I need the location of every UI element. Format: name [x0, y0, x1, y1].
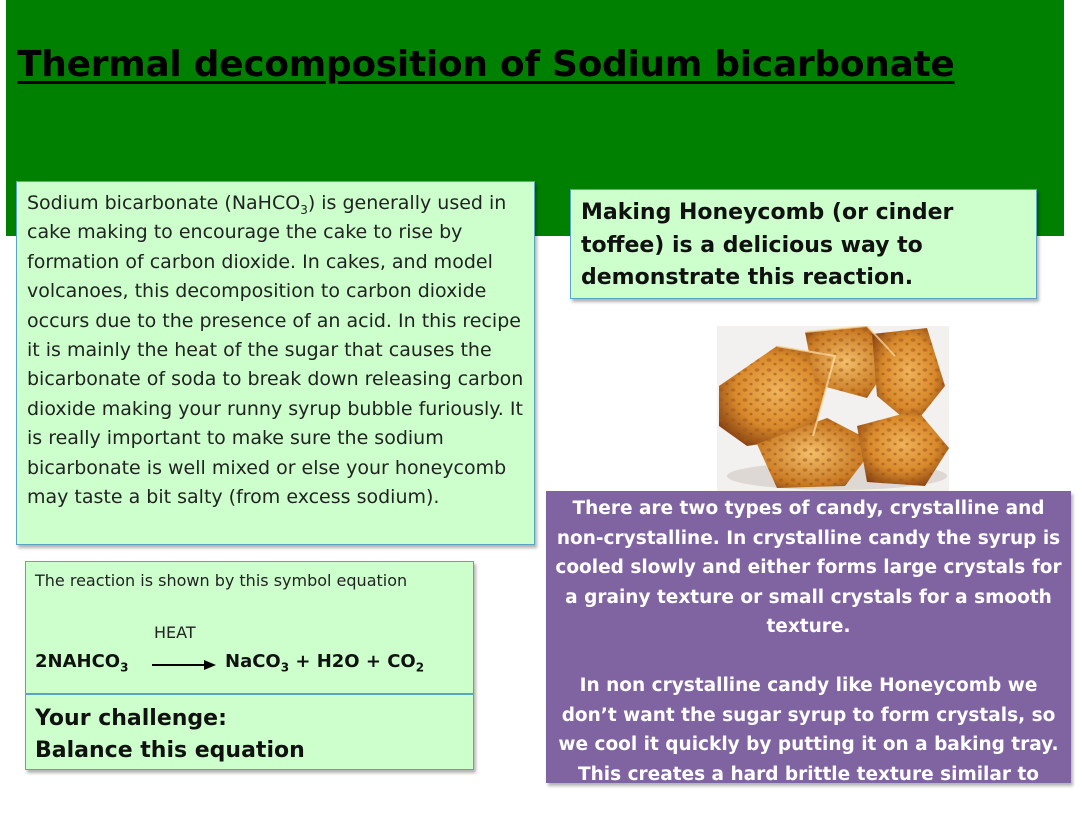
product-1-subscript: 3 — [280, 660, 290, 675]
equation-reactant — [35, 651, 129, 675]
intro-text-start: Sodium bicarbonate (NaHCO — [27, 192, 301, 214]
honeycomb-pieces-image — [717, 326, 949, 492]
intro-text-rest: ) is generally used in cake making to encourage the cake to rise by formation of carbon dioxide. In cakes, and model volcanoes, this decomposition to carbon dioxide occurs due to the presence of an acid. In this recipe it is mainly the heat of the sugar that causes the bicarbonate of soda to break down releasing carbon dioxide making your runny syrup bubble furiously. It is really important to make sure the sodium bicarbonate is well mixed or else your honeycomb may taste a bit salty (from excess sodium). — [27, 192, 524, 509]
intro-text-box — [16, 181, 535, 545]
honeycomb-photo — [717, 326, 949, 492]
equation-box — [25, 561, 474, 694]
challenge-heading: Your challenge: — [35, 706, 227, 731]
challenge-instruction: Balance this equation — [35, 738, 305, 763]
honeycomb-callout-text: Making Honeycomb (or cinder toffee) is a delicious way to demonstrate this reaction. — [581, 200, 954, 290]
reactant-formula: 2NAHCO — [35, 651, 121, 672]
honeycomb-callout — [570, 189, 1037, 299]
page-title: Thermal decomposition of Sodium bicarbonate — [17, 44, 955, 85]
formula-subscript: 3 — [300, 202, 308, 217]
candy-paragraph-2: In non crystalline candy like Honeycomb we don’t want the sugar syrup to form crystals, so we cool it quickly by putting it on a baking tray. This creates a hard brittle texture similar to boiled sweets! — [558, 675, 1059, 814]
product-2-subscript: 2 — [415, 660, 425, 675]
candy-paragraph-1: There are two types of candy, crystalline and non-crystalline. In crystalline candy the syrup is cooled slowly and either forms large crystals for a grainy texture or small crystals for a smooth texture. — [555, 498, 1062, 637]
product-1-formula: NaCO — [225, 651, 281, 672]
challenge-box — [25, 694, 474, 770]
reaction-condition: HEAT — [154, 623, 196, 642]
reactant-subscript: 3 — [120, 660, 129, 675]
equation-products — [225, 651, 425, 675]
equation-intro: The reaction is shown by this symbol equation — [35, 571, 408, 590]
reaction-arrow-icon — [152, 658, 216, 672]
candy-types-box — [546, 491, 1071, 814]
product-mid-formula: + H2O + CO — [289, 651, 416, 672]
